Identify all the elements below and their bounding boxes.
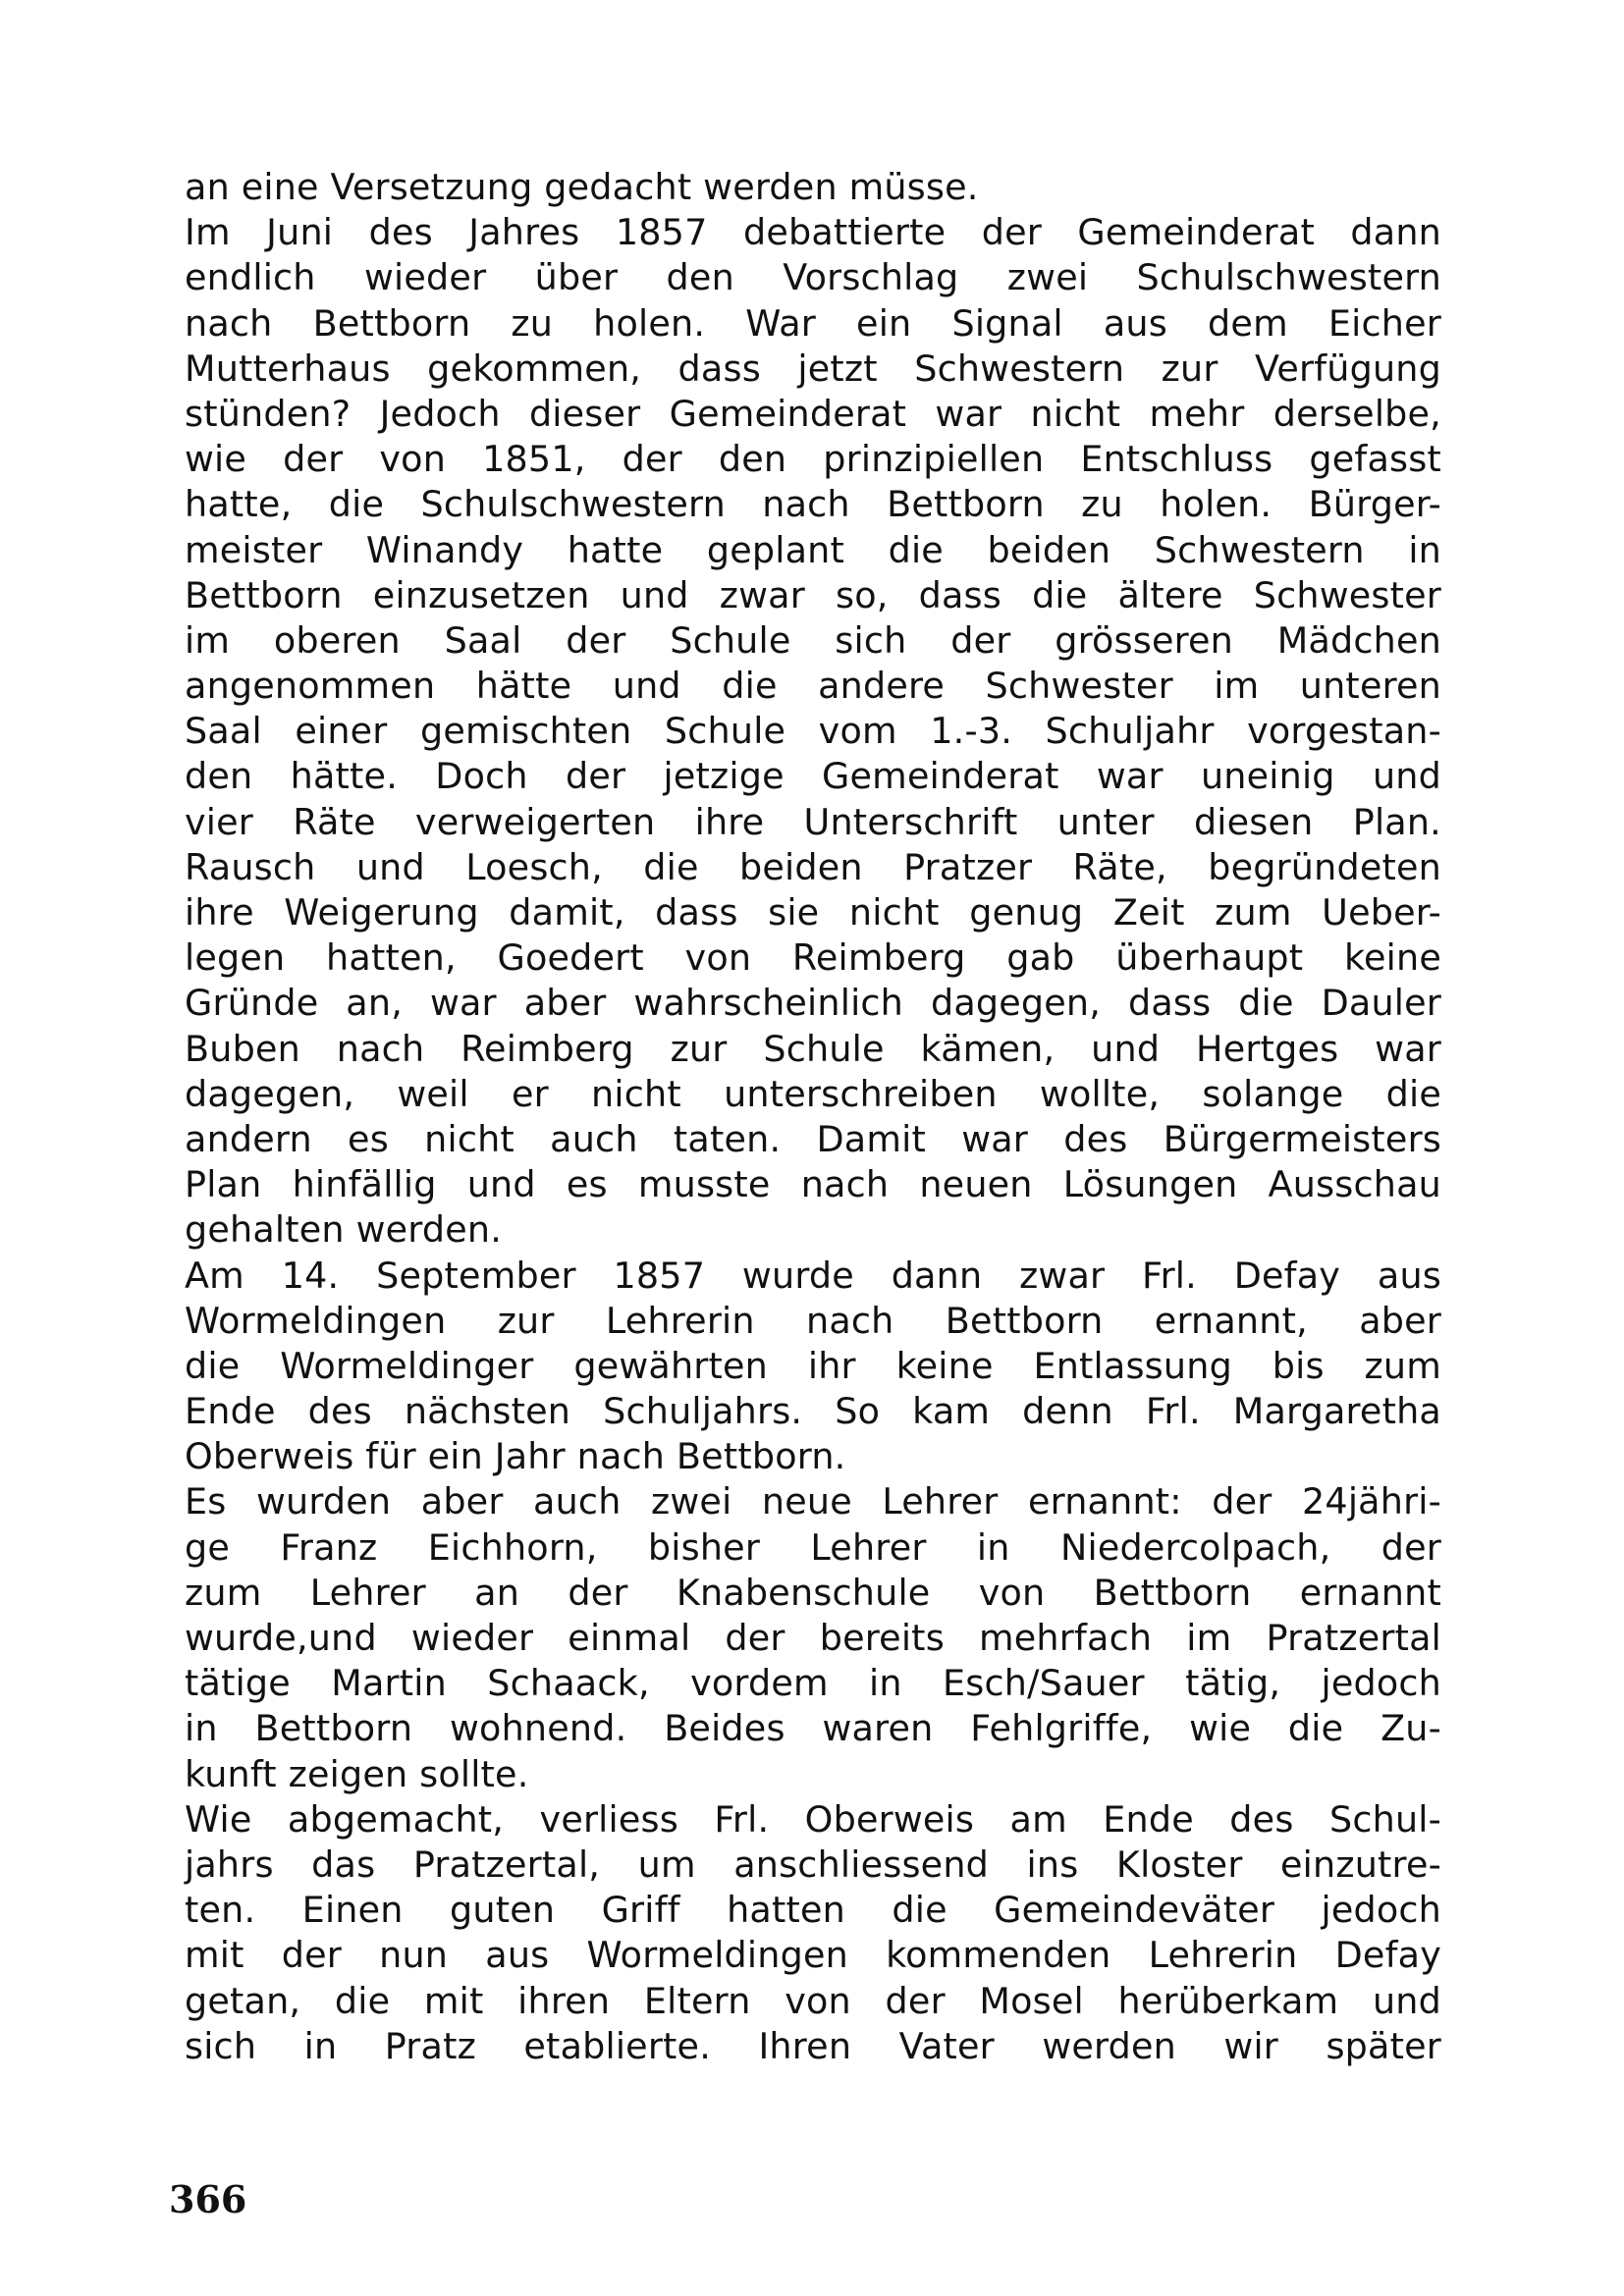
text-line: an eine Versetzung gedacht werden müsse.: [185, 166, 979, 208]
text-line: Bettborn einzusetzen und zwar so, dass die ältere Schwester: [185, 573, 1441, 616]
text-line: tätige Martin Schaack, vordem in Esch/Sauer tätig, jedoch: [185, 1662, 1441, 1705]
text-line: Oberweis für ein Jahr nach Bettborn.: [185, 1435, 846, 1478]
text-line: im oberen Saal der Schule sich der grösseren Mädchen: [185, 618, 1441, 662]
text-line: wurde,und wieder einmal der bereits mehrfach im Pratzertal: [185, 1617, 1441, 1659]
text-line: ihre Weigerung damit, dass sie nicht genug Zeit zum Ueber-: [185, 891, 1441, 934]
text-line: getan, die mit ihren Eltern von der Mosel herüberkam und: [185, 1979, 1441, 2022]
text-line: gehalten werden.: [185, 1208, 503, 1252]
text-line: angenommen hätte und die andere Schwester im unteren: [185, 665, 1441, 708]
text-line: Ende des nächsten Schuljahrs. So kam denn Frl. Margaretha: [185, 1390, 1441, 1433]
text-line: andern es nicht auch taten. Damit war des Bürgermeisters: [185, 1117, 1441, 1160]
text-line: Gründe an, war aber wahrscheinlich dagegen, dass die Dauler: [185, 982, 1441, 1025]
text-line: ge Franz Eichhorn, bisher Lehrer in Niedercolpach, der: [185, 1525, 1441, 1569]
text-line: zum Lehrer an der Knabenschule von Bettborn ernannt: [185, 1571, 1441, 1614]
text-line: in Bettborn wohnend. Beides waren Fehlgriffe, wie die Zu-: [185, 1707, 1441, 1750]
text-line: ten. Einen guten Griff hatten die Gemeindeväter jedoch: [185, 1889, 1441, 1932]
text-line: vier Räte verweigerten ihre Unterschrift unter diesen Plan.: [185, 800, 1441, 843]
text-line: hatte, die Schulschwestern nach Bettborn zu holen. Bürger-: [185, 483, 1441, 526]
text-line: jahrs das Pratzertal, um anschliessend ins Kloster einzutre-: [185, 1842, 1441, 1886]
text-line: stünden? Jedoch dieser Gemeinderat war nicht mehr derselbe,: [185, 392, 1441, 435]
text-line: Rausch und Loesch, die beiden Pratzer Räte, begründeten: [185, 845, 1441, 888]
text-line: Wie abgemacht, verliess Frl. Oberweis am Ende des Schul-: [185, 1797, 1441, 1841]
text-line: Mutterhaus gekommen, dass jetzt Schwestern zur Verfügung: [185, 347, 1441, 390]
text-line: den hätte. Doch der jetzige Gemeinderat war uneinig und: [185, 755, 1441, 798]
text-line: Buben nach Reimberg zur Schule kämen, und Hertges war: [185, 1027, 1441, 1070]
text-line: Es wurden aber auch zwei neue Lehrer ernannt: der 24jähri-: [185, 1480, 1441, 1523]
text-line: dagegen, weil er nicht unterschreiben wollte, solange die: [185, 1072, 1441, 1115]
text-line: nach Bettborn zu holen. War ein Signal aus dem Eicher: [185, 301, 1441, 345]
text-line: sich in Pratz etablierte. Ihren Vater werden wir später: [185, 2024, 1441, 2067]
text-line: endlich wieder über den Vorschlag zwei Schulschwestern: [185, 256, 1441, 299]
text-line: Am 14. September 1857 wurde dann zwar Frl. Defay aus: [185, 1254, 1441, 1297]
text-line: Im Juni des Jahres 1857 debattierte der Gemeinderat dann: [185, 211, 1441, 254]
text-line: Wormeldingen zur Lehrerin nach Bettborn ernannt, aber: [185, 1299, 1441, 1342]
text-line: wie der von 1851, der den prinzipiellen Entschluss gefasst: [185, 438, 1441, 481]
text-line: legen hatten, Goedert von Reimberg gab überhaupt keine: [185, 936, 1441, 980]
text-line: meister Winandy hatte geplant die beiden Schwestern in: [185, 528, 1441, 571]
text-line: mit der nun aus Wormeldingen kommenden Lehrerin Defay: [185, 1934, 1441, 1977]
text-line: Plan hinfällig und es musste nach neuen Lösungen Ausschau: [185, 1163, 1441, 1206]
text-line: Saal einer gemischten Schule vom 1.-3. Schuljahr vorgestan-: [185, 710, 1441, 753]
body-text: [185, 165, 1441, 2069]
text-line: kunft zeigen sollte.: [185, 1752, 529, 1795]
page-number: 366: [169, 2177, 247, 2221]
text-line: die Wormeldinger gewährten ihr keine Entlassung bis zum: [185, 1344, 1441, 1387]
